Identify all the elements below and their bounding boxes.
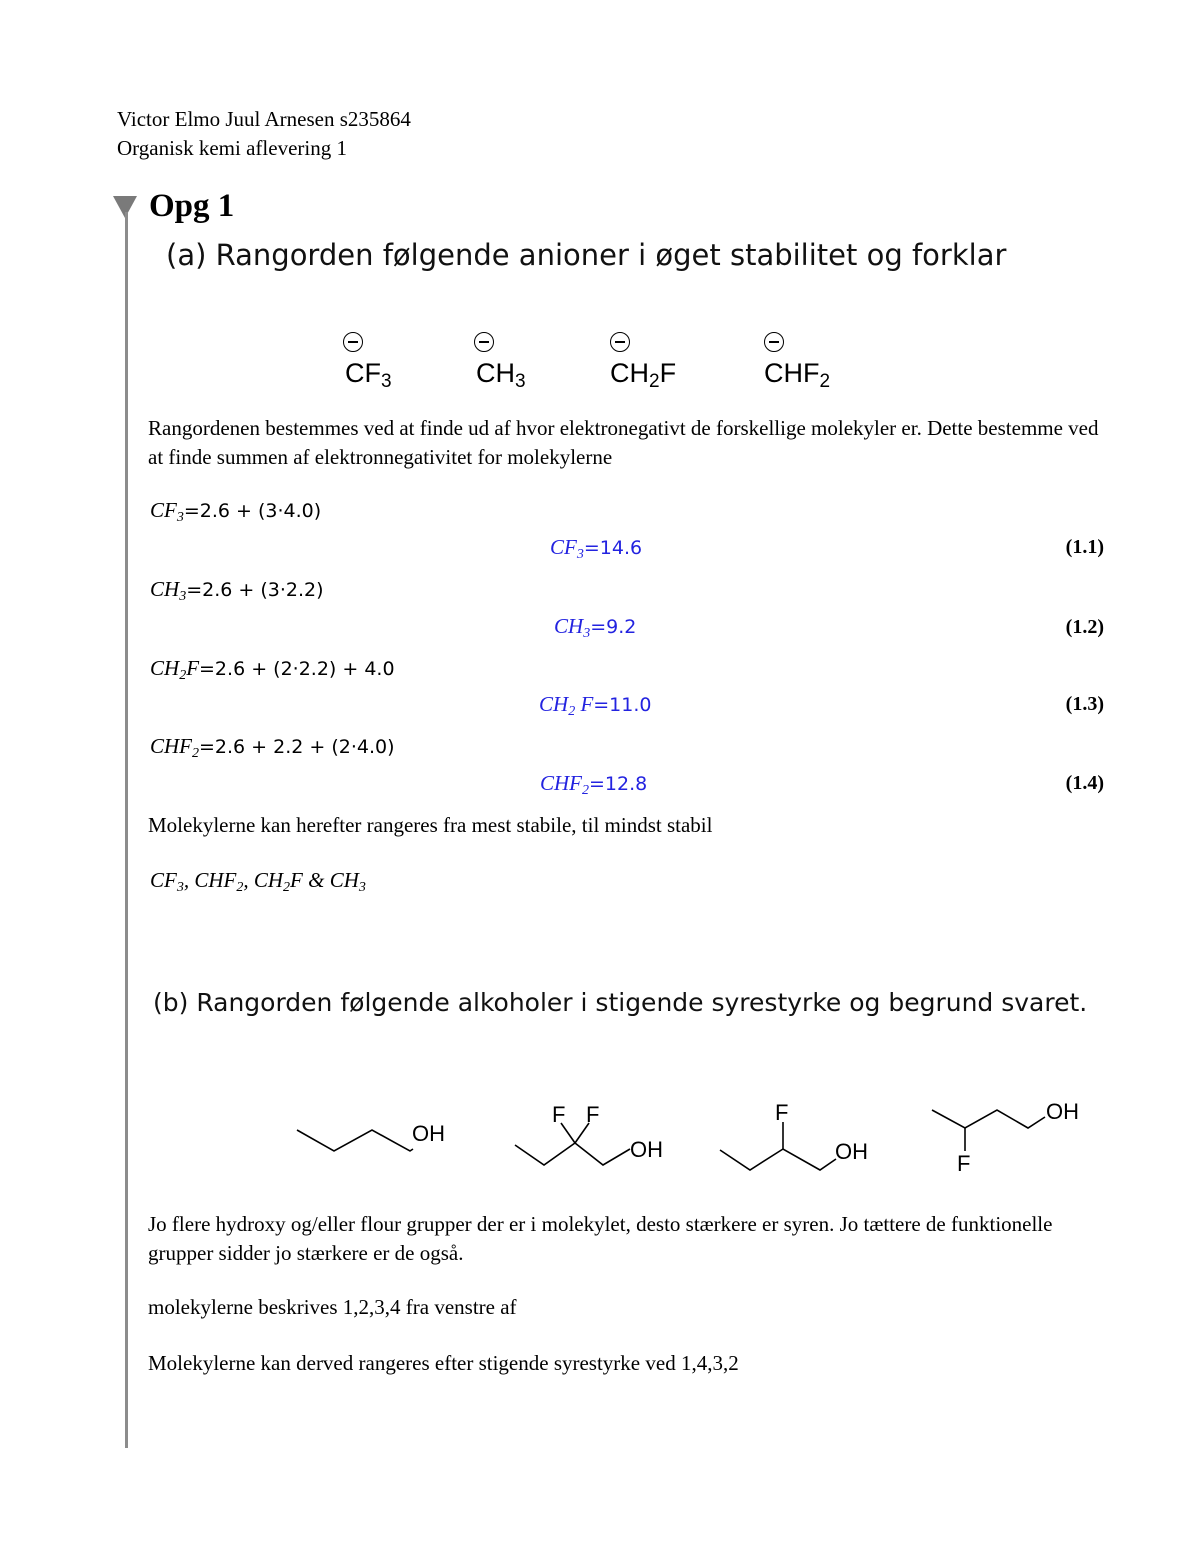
molecule-1-skeleton <box>297 1130 413 1151</box>
equation-2-number: (1.2) <box>1065 616 1104 638</box>
molecule-1-oh-label: OH <box>412 1121 445 1146</box>
equation-2-input: $CH_3=2.6 + (3\cdot 2.2)$ <box>150 577 324 604</box>
molecule-2-oh-label: OH <box>630 1137 663 1162</box>
equation-1-input: $CF_3=2.6 + (3\cdot 4.0)$ <box>150 498 322 525</box>
course-line: Organisk kemi aflevering 1 <box>117 136 347 160</box>
anion-row: $CF_3$ $CH_3$ $CH_2F$ $CHF_2$ <box>340 332 860 402</box>
task-b-heading: (b) Rangorden følgende alkoholer i stigende syrestyrke og begrund svaret. <box>153 988 1088 1017</box>
equation-4-number: (1.4) <box>1065 772 1104 794</box>
molecule-3-oh-label: OH <box>835 1139 868 1164</box>
molecule-2-f1-label: F <box>552 1102 566 1127</box>
equation-4-input: $CHF_2=2.6 + 2.2 + (2\cdot 4.0)$ <box>150 734 395 761</box>
equation-1-result: $CF_3=14.6$ <box>550 535 643 562</box>
task-b-paragraph-1: Jo flere hydroxy og/eller flour grupper der er i molekylet, desto stærkere er syren. Jo tættere de funktionelle grupper sidder jo stærkere er de også. <box>148 1212 1053 1265</box>
equation-3-result: $CH_2$ F=11.0 <box>539 692 652 719</box>
equation-3-input: $CH_2F=2.6 + (2\cdot 2.2) + 4.0$ <box>150 656 395 683</box>
negative-charge-icon <box>764 332 784 352</box>
equation-4-result: $CHF_2=12.8$ <box>540 771 648 798</box>
equation-1-number: (1.1) <box>1065 536 1104 558</box>
molecule-3-f-label: F <box>775 1100 789 1125</box>
molecule-2-skeleton <box>515 1143 630 1165</box>
molecule-2-f2-label: F <box>586 1102 600 1127</box>
alcohol-structures <box>280 1085 1110 1180</box>
equation-3-number: (1.3) <box>1065 693 1104 715</box>
section-title: Opg 1 <box>149 188 235 224</box>
author-line: Victor Elmo Juul Arnesen s235864 <box>117 107 411 131</box>
molecule-4-f-label: F <box>957 1151 971 1176</box>
section-outline-bar <box>125 212 128 1448</box>
ranking-intro: Molekylerne kan herefter rangeres fra mest stabile, til mindst stabil <box>148 813 713 837</box>
molecule-4-skeleton <box>932 1110 1045 1128</box>
task-a-heading: (a) Rangorden følgende anioner i øget stabilitet og forklar <box>166 238 1007 272</box>
molecule-3-skeleton <box>720 1149 836 1170</box>
molecule-4-oh-label: OH <box>1046 1099 1079 1124</box>
ranking-result: $CF_3$, $CHF_2$, $CH_2F$ & $CH_3$ <box>150 868 366 895</box>
negative-charge-icon <box>343 332 363 352</box>
negative-charge-icon <box>474 332 494 352</box>
explanation-paragraph: Rangordenen bestemmes ved at finde ud af hvor elektronegativt de forskellige molekyler er. Dette bestemme ved at finde summen af elektronnegativitet for molekylerne <box>148 416 1099 469</box>
task-b-paragraph-2: molekylerne beskrives 1,2,3,4 fra venstre af <box>148 1295 517 1319</box>
negative-charge-icon <box>610 332 630 352</box>
task-b-paragraph-3: Molekylerne kan derved rangeres efter stigende syrestyrke ved 1,4,3,2 <box>148 1351 739 1375</box>
equation-2-result: $CH_3=9.2$ <box>554 614 637 641</box>
